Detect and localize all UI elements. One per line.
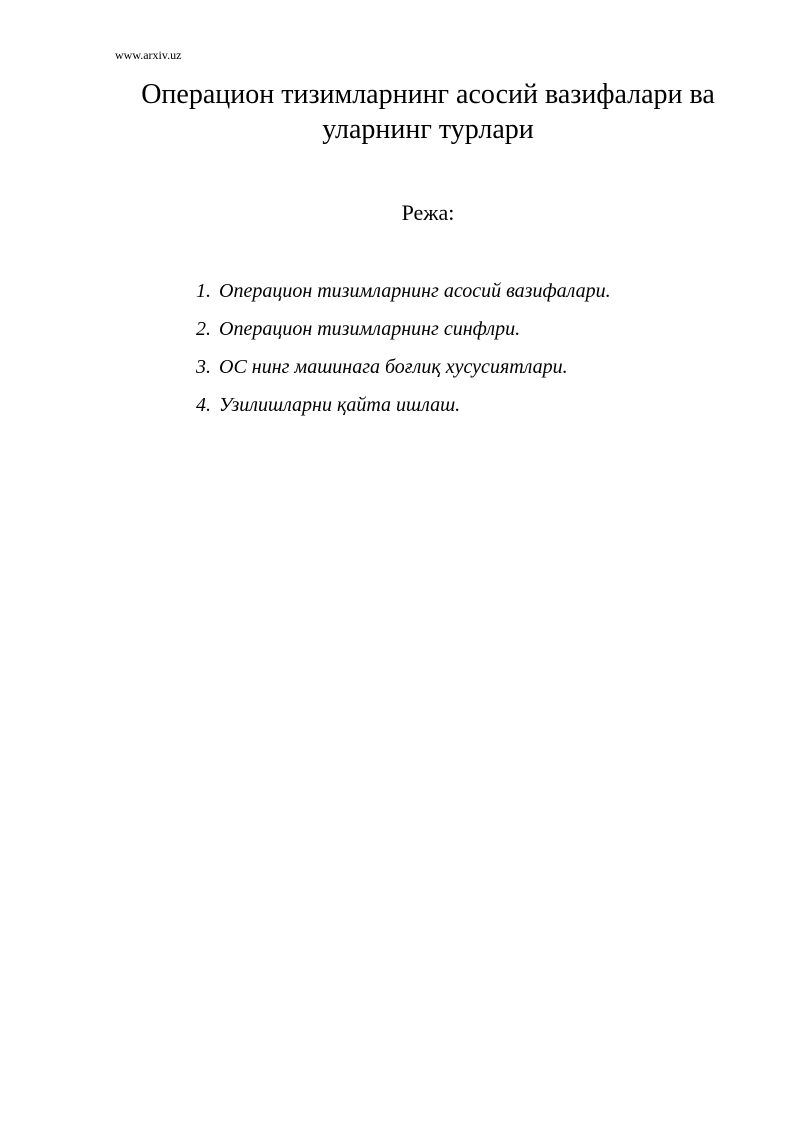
document-title	[95, 77, 761, 147]
title-line-2: уларнинг турлари	[322, 114, 534, 145]
plan-item-number: 2.	[196, 318, 211, 340]
plan-item	[180, 278, 611, 304]
plan-heading: Режа:	[401, 200, 455, 225]
plan-list	[180, 278, 611, 430]
plan-item-number: 1.	[196, 280, 211, 302]
header-url: www.arxiv.uz	[115, 48, 182, 62]
plan-item	[180, 354, 611, 380]
plan-item-number: 3.	[196, 356, 211, 378]
plan-item-number: 4.	[196, 394, 211, 416]
plan-item	[180, 316, 611, 342]
title-line-1: Операцион тизимларнинг асосий вазифалари ва	[141, 79, 715, 110]
plan-item-text: Операцион тизимларнинг синфлри.	[219, 318, 521, 340]
plan-item	[180, 392, 611, 418]
plan-item-text: ОС нинг машинага боғлиқ хусусиятлари.	[219, 356, 568, 378]
plan-item-text: Узилишларни қайта ишлаш.	[219, 394, 461, 416]
plan-item-text: Операцион тизимларнинг асосий вазифалари.	[219, 280, 611, 302]
